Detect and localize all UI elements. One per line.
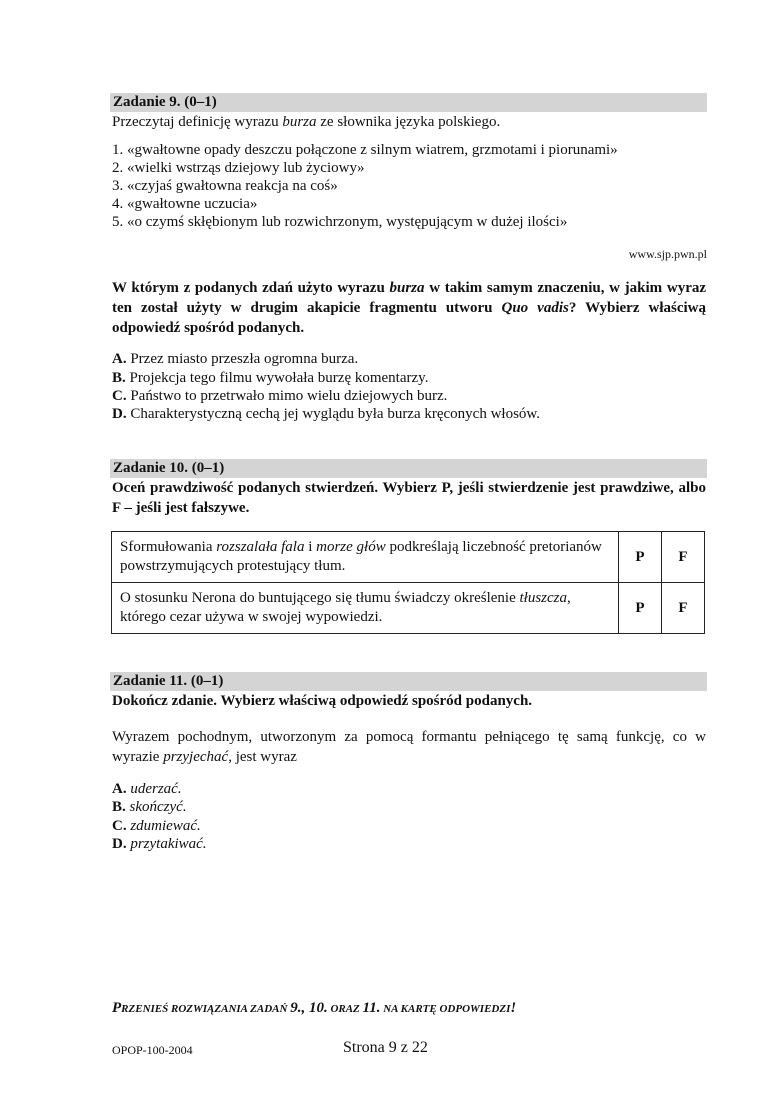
definition-item: 1. «gwałtowne opady deszczu połączone z silnym wiatrem, grzmotami i piorunami» bbox=[112, 142, 618, 158]
transfer-answers-note: PRZENIEŚ ROZWIĄZANIA ZADAŃ 9., 10. ORAZ 11. NA KARTĘ ODPOWIEDZI! bbox=[112, 1000, 517, 1016]
definition-item: 5. «o czymś skłębionym lub rozwichrzonym, występującym w dużej ilości» bbox=[112, 214, 568, 230]
answer-option-c[interactable]: C. zdumiewać. bbox=[112, 818, 201, 834]
definition-item: 2. «wielki wstrząs dziejowy lub życiowy» bbox=[112, 160, 365, 176]
answer-option-a[interactable]: A. Przez miasto przeszła ogromna burza. bbox=[112, 351, 359, 367]
answer-option-b[interactable]: B. skończyć. bbox=[112, 799, 187, 815]
page-number: Strona 9 z 22 bbox=[343, 1039, 428, 1056]
true-false-table bbox=[111, 531, 705, 634]
task11-stem: Wyrazem pochodnym, utworzonym za pomocą formantu pełniącego tę samą funkcję, co w wyrazie przyjechać, jest wyraz bbox=[112, 729, 706, 765]
task9-question: W którym z podanych zdań użyto wyrazu burza w takim samym znaczeniu, w jakim wyraz ten został użyty w drugim akapicie fragmentu utworu Quo vadis? Wybierz właściwą odpowiedź spośród podanych. bbox=[112, 280, 707, 336]
answer-option-c[interactable]: C. Państwo to przetrwało mimo wielu dziejowych burz. bbox=[112, 388, 448, 404]
definition-item: 4. «gwałtowne uczucia» bbox=[112, 196, 258, 212]
source-label: www.sjp.pwn.pl bbox=[628, 247, 707, 261]
answer-option-b[interactable]: B. Projekcja tego filmu wywołała burzę komentarzy. bbox=[112, 370, 429, 386]
statement-1-p-option[interactable]: P bbox=[619, 532, 662, 583]
answer-option-a[interactable]: A. uderzać. bbox=[112, 781, 182, 797]
task9-header: Zadanie 9. (0–1) bbox=[110, 93, 707, 112]
table-row bbox=[112, 583, 705, 634]
definition-item: 3. «czyjaś gwałtowna reakcja na coś» bbox=[112, 178, 338, 194]
statement-1-f-option[interactable]: F bbox=[662, 532, 705, 583]
task10-header: Zadanie 10. (0–1) bbox=[110, 459, 707, 478]
answer-option-d[interactable]: D. Charakterystyczną cechą jej wyglądu była burza kręconych włosów. bbox=[112, 406, 541, 422]
task10-instruction: Oceń prawdziwość podanych stwierdzeń. Wybierz P, jeśli stwierdzenie jest prawdziwe, albo F – jeśli jest fałszywe. bbox=[112, 480, 706, 516]
task11-header: Zadanie 11. (0–1) bbox=[110, 672, 707, 691]
statement-2-f-option[interactable]: F bbox=[662, 583, 705, 634]
answer-option-d[interactable]: D. przytakiwać. bbox=[112, 836, 207, 852]
task9-intro: Przeczytaj definicję wyrazu burza ze słownika języka polskiego. bbox=[112, 114, 501, 130]
statement-1: Sformułowania rozszalała fala i morze głów podkreślają liczebność pretorianów powstrzymujących protestujący tłum. bbox=[112, 532, 619, 583]
task11-instruction: Dokończ zdanie. Wybierz właściwą odpowiedź spośród podanych. bbox=[112, 693, 533, 709]
statement-2: O stosunku Nerona do buntującego się tłumu świadczy określenie tłuszcza, którego cezar używa w swojej wypowiedzi. bbox=[112, 583, 619, 634]
statement-2-p-option[interactable]: P bbox=[619, 583, 662, 634]
table-row bbox=[112, 532, 705, 583]
exam-code: OPOP-100-2004 bbox=[112, 1043, 193, 1057]
